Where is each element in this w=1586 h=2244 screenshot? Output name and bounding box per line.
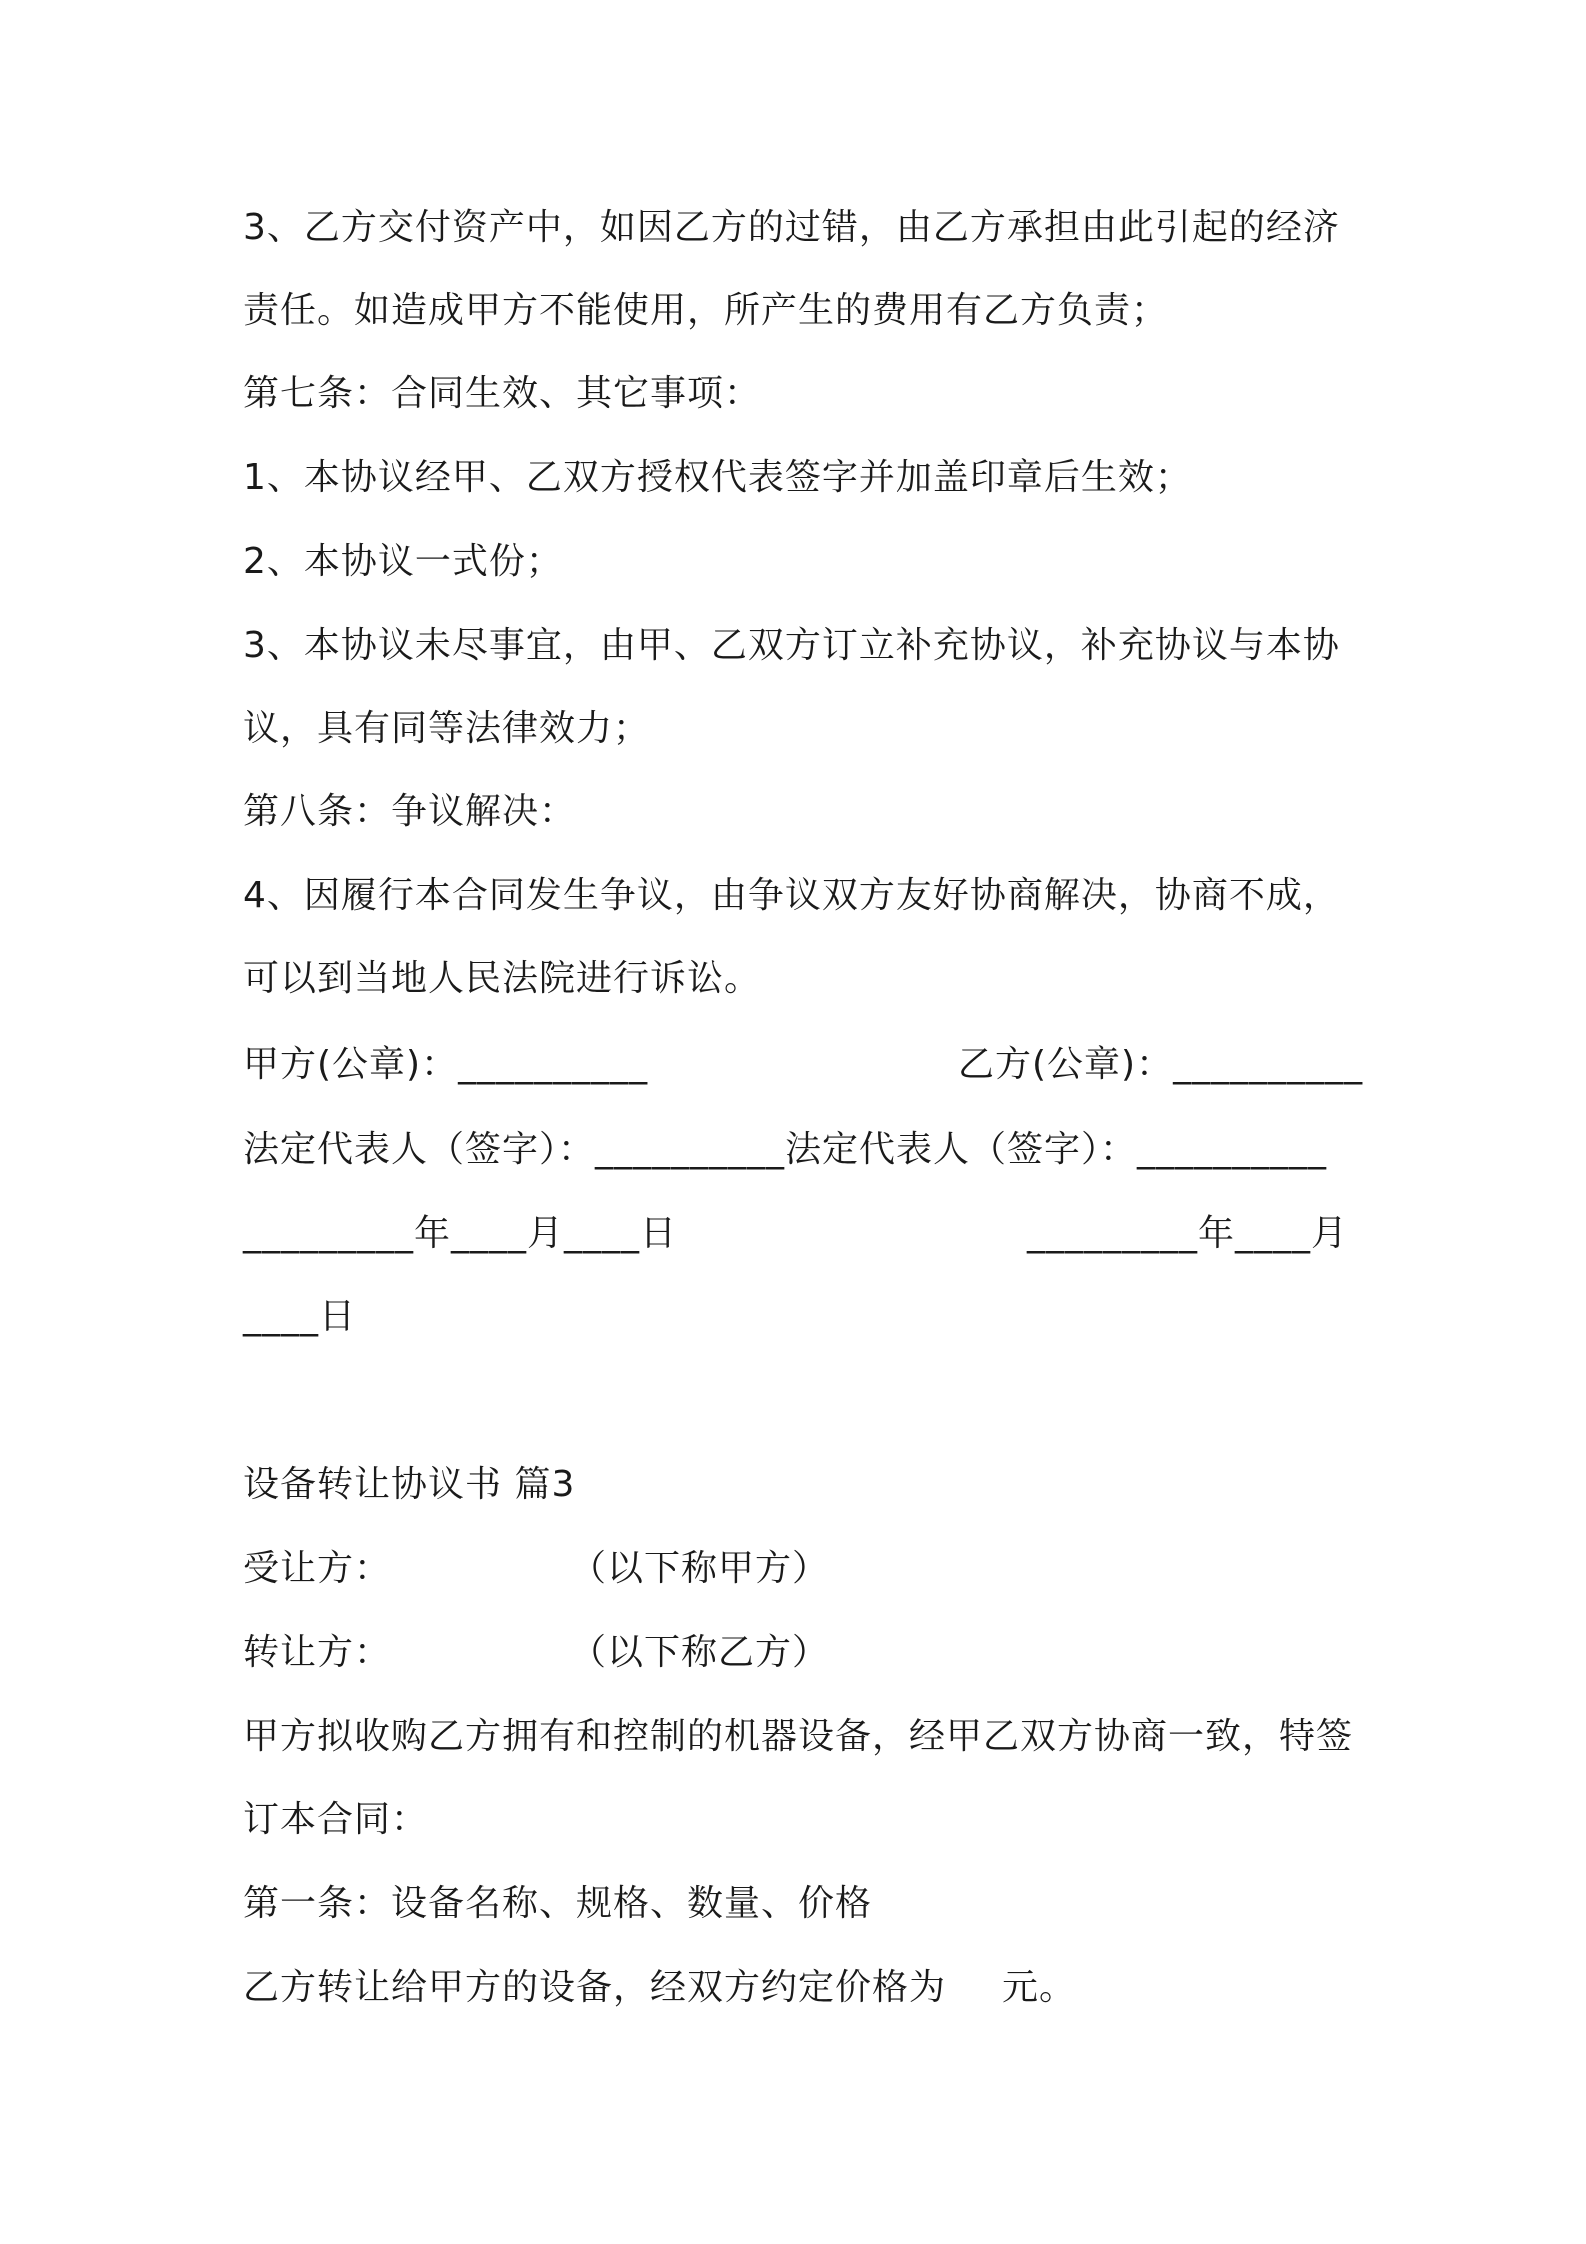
party-a-seal-field: 甲方(公章)：__________ bbox=[243, 1044, 649, 1085]
paragraph-line: 可以到当地人民法院进行诉讼。 bbox=[243, 958, 762, 999]
article-1-heading: 第一条：设备名称、规格、数量、价格 bbox=[243, 1883, 873, 1924]
legal-representative-fields: 法定代表人（签字）：__________法定代表人（签字）：__________ bbox=[243, 1129, 1328, 1170]
article-7-heading: 第七条：合同生效、其它事项： bbox=[243, 373, 762, 414]
assignor-note: （以下称乙方） bbox=[570, 1632, 830, 1673]
assignee-note: （以下称甲方） bbox=[570, 1548, 830, 1589]
assignee-label: 受让方： bbox=[243, 1548, 392, 1589]
paragraph-line: 1、本协议经甲、乙双方授权代表签字并加盖印章后生效； bbox=[243, 457, 1192, 498]
price-line bbox=[243, 1962, 1353, 2014]
section-title: 设备转让协议书 篇3 bbox=[243, 1464, 576, 1505]
article-8-heading: 第八条：争议解决： bbox=[243, 791, 577, 832]
assignor-label: 转让方： bbox=[243, 1632, 392, 1673]
party-b-date-field: _________年____月 bbox=[1027, 1213, 1348, 1254]
price-suffix: 元。 bbox=[1002, 1967, 1077, 2008]
paragraph-line: 3、本协议未尽事宜，由甲、乙双方订立补充协议，补充协议与本协 bbox=[243, 625, 1340, 666]
party-b-seal-field: 乙方(公章)：__________ bbox=[958, 1044, 1364, 1085]
price-prefix: 乙方转让给甲方的设备，经双方约定价格为 bbox=[243, 1967, 947, 2008]
party-a-date-field: _________年____月____日 bbox=[243, 1213, 677, 1254]
paragraph-line: 3、乙方交付资产中，如因乙方的过错，由乙方承担由此引起的经济 bbox=[243, 207, 1340, 248]
party-b-date-day-field: ____日 bbox=[243, 1296, 357, 1337]
intro-line: 甲方拟收购乙方拥有和控制的机器设备，经甲乙双方协商一致，特签 bbox=[243, 1716, 1354, 1757]
paragraph-line: 4、因履行本合同发生争议，由争议双方友好协商解决，协商不成， bbox=[243, 875, 1340, 916]
paragraph-line: 议，具有同等法律效力； bbox=[243, 708, 651, 749]
intro-line: 订本合同： bbox=[243, 1799, 429, 1840]
paragraph-line: 责任。如造成甲方不能使用，所产生的费用有乙方负责； bbox=[243, 290, 1169, 331]
paragraph-line: 2、本协议一式份； bbox=[243, 541, 563, 582]
